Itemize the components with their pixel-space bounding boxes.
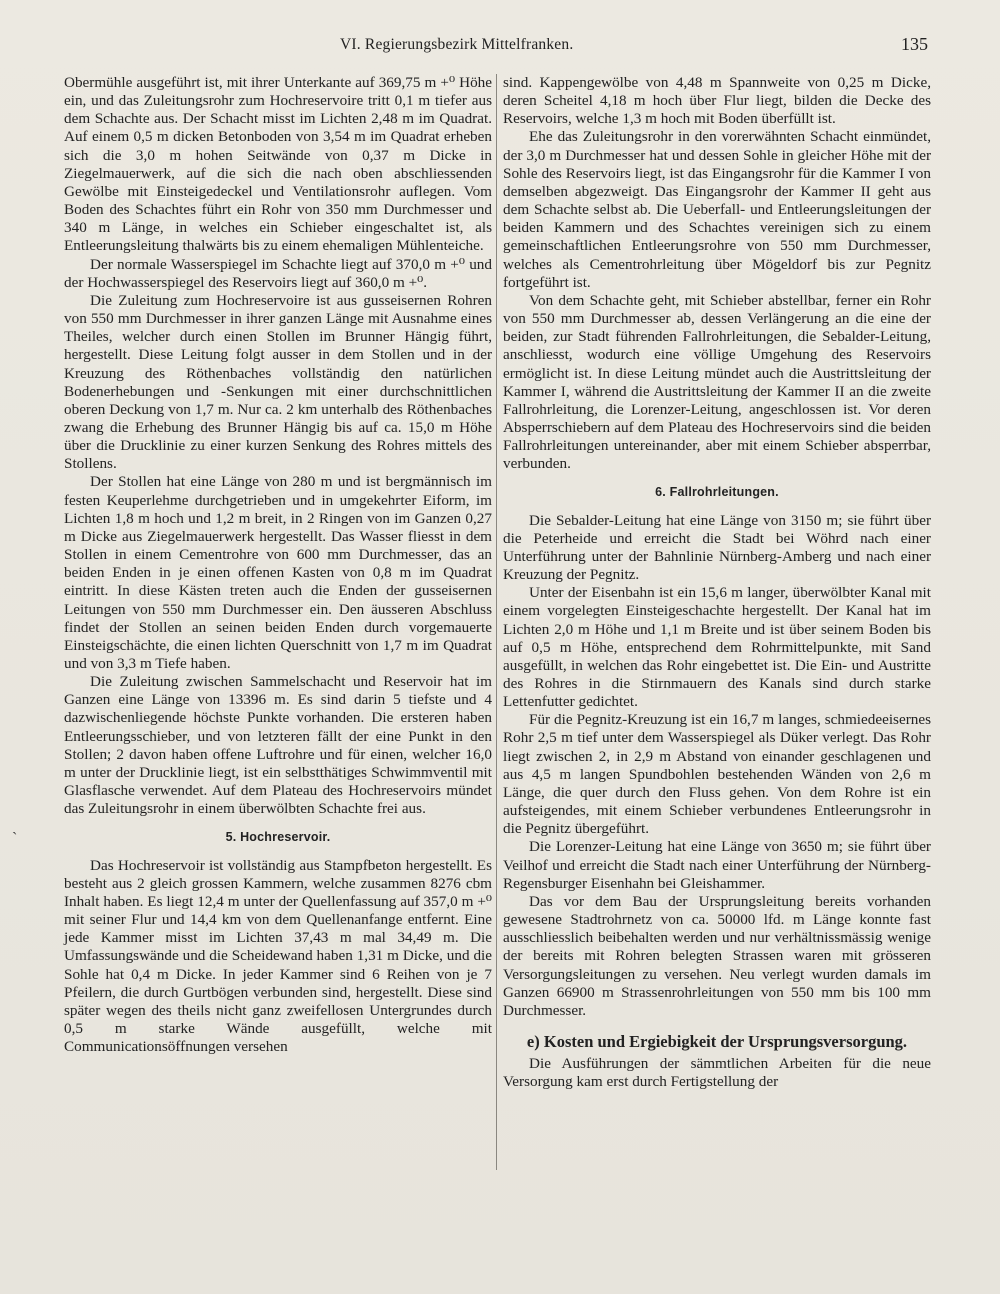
paragraph: Das vor dem Bau der Ursprungsleitung bereits vorhanden gewesene Stadtrohrnetz von ca. 50000 lfd. m Länge konnte fast ausschliesslich beibehalten werden und nur verhältnissmässig wenige der bereits mit Rohren belegten Strassen waren mit grösseren Versorgungsleitungen zu versehen. Neu verlegt wurden damals im Ganzen 66900 m Strassenrohrleitungen von 550 mm bis 100 mm Durchmesser. [503,892,931,1019]
section-heading: 6. Fallrohrleitungen. [655,485,779,500]
paragraph: Obermühle ausgeführt ist, mit ihrer Unterkante auf 369,75 m +⁰ Höhe ein, und das Zuleitungsrohr zum Hochreservoire tritt 0,1 m tiefer aus dem Schachte aus. Der Schacht misst im Lichten 2,48 m im Quadrat. Auf einem 0,5 m dicken Betonboden von 3,54 m im Quadrat erheben sich die 3,0 m hohen Seitwände von 0,37 m Dicke in Ziegelmauerwerk, auf die sich die nach oben abschliessenden Gewölbe mit Einsteigedeckel und Ventilationsrohr auflegen. Vom Boden des Schachtes führt ein Rohr von 350 mm Durchmesser und 340 m Länge, in welches ein Schieber eingeschaltet ist, als Entleerungsleitung thalwärts bis zu einem ehemaligen Mühlenteiche. [64,74,492,255]
right-column [503,74,931,1091]
page-number: 135 [901,34,928,54]
paragraph: Die Sebalder-Leitung hat eine Länge von 3150 m; sie führt über die Peterheide und erreicht die Stadt bei Wöhrd nach einer Unterführung unter der Bahnlinie Nürnberg-Amberg und nach einer Kreuzung der Pegnitz. [503,511,931,584]
paragraph: Der normale Wasserspiegel im Schachte liegt auf 370,0 m +⁰ und der Hochwasserspiegel des Reservoirs liegt auf 360,0 m +⁰. [64,255,492,291]
paragraph: Ehe das Zuleitungsrohr in den vorerwähnten Schacht einmündet, der 3,0 m Durchmesser hat und dessen Sohle in gleicher Höhe mit der Sohle des Reservoirs liegt, ist das Eingangsrohr für die Kammer I von demselben abgezweigt. Das Eingangsrohr der Kammer II geht aus dem Schachte selbst ab. Die Ueberfall- und Entleerungsleitungen der beiden Kammern und des Schachtes vereinigen sich zu einem gemeinschaftlichen Entleerungsrohre von 550 mm Durchmesser, welches als Cementrohrleitung über Mögeldorf bis zur Pegnitz fortgeführt ist. [503,128,931,291]
running-header [60,36,928,58]
paragraph: Die Lorenzer-Leitung hat eine Länge von 3650 m; sie führt über Veilhof und erreicht die Stadt nach einer Unterführung der Nürnberg-Regensburger Eisenhahn bei Gleishammer. [503,838,931,892]
left-column [64,74,492,1056]
paragraph: Der Stollen hat eine Länge von 280 m und ist bergmännisch im festen Keuperlehme durchgetrieben und in umgekehrter Eiform, im Lichten 1,8 m hoch und 1,2 m breit, in 2 Ringen von im Ganzen 0,27 m Dicke aus Ziegelmauerwerk hergestellt. Das Wasser fliesst in dem Stollen in einem Cementrohre von 600 mm Durchmesser, das an beiden Enden in je einen offenen Kasten von 0,8 m im Quadrat eintritt. In diese Kästen treten auch die Enden der gusseisernen Leitungen von 550 mm Durchmesser ein. Den äusseren Abschluss findet der Stollen an seinen beiden Enden durch vorgemauerte Einsteigschächte, die einen lichten Querschnitt von 1,7 m im Quadrat und von 3,3 m Tiefe haben. [64,473,492,672]
margin-mark: ` [12,830,18,847]
paragraph: Unter der Eisenbahn ist ein 15,6 m langer, überwölbter Kanal mit einem vorgelegten Einsteigeschachte hergestellt. Der Kanal hat im Lichten 2,0 m Höhe und 1,1 m Breite und ist über seinem Boden bis auf 0,5 m Höhe, entsprechend dem Rohrmittelpunkte, mit Sand ausgefüllt, in welchen das Rohr eingebettet ist. Die Ein- und Austritte des Rohres in die Stirnmauern des Kanals sind durch starke Lettenfutter gedichtet. [503,584,931,711]
paragraph: Von dem Schachte geht, mit Schieber abstellbar, ferner ein Rohr von 550 mm Durchmesser ab, dessen Verlängerung an die eine der beiden, zur Stadt führenden Fallrohrleitungen, die Sebalder-Leitung, anschliesst, wodurch eine völlige Umgehung des Reservoirs ermöglicht ist. In diese Leitung mündet auch die Austrittsleitung der Kammer I, während die Austrittsleitung der Kammer II an die zweite Fallrohrleitung, die Lorenzer-Leitung, angeschlossen ist. Vor deren Absperrschiebern auf dem Plateau des Hochreservoirs sind die beiden Fallrohrleitungen untereinander, aber mit einem Schieber absperrbar, verbunden. [503,291,931,473]
paragraph: Die Zuleitung zum Hochreservoire ist aus gusseisernen Rohren von 550 mm Durchmesser in ihrer ganzen Länge mit Ausnahme eines Theiles, welcher durch einen Stollen im Brunner Hängig führt, hergestellt. Diese Leitung folgt ausser in dem Stollen und in der Kreuzung des Röthenbaches vollständig den natürlichen Bodenerhebungen und -Senkungen mit einer durchschnittlichen oberen Deckung von 1,7 m. Nur ca. 2 km unterhalb des Röthenbaches zwang die Erhebung des Brunner Hängig bis auf ca. 15,0 m Höhe über die Drucklinie zu einer kurzen Senkung des Rohres mittels des Stollens. [64,291,492,473]
paragraph: sind. Kappengewölbe von 4,48 m Spannweite von 0,25 m Dicke, deren Scheitel 4,18 m hoch über Flur liegt, bilden die Decke des Reservoirs, welche 1,3 m hoch mit Boden überfüllt ist. [503,74,931,128]
column-divider [496,74,497,1170]
paragraph: Die Ausführungen der sämmtlichen Arbeiten für die neue Versorgung kam erst durch Fertigstellung der [503,1054,931,1091]
paragraph: Das Hochreservoir ist vollständig aus Stampfbeton hergestellt. Es besteht aus 2 gleich grossen Kammern, welche zusammen 8276 cbm Inhalt haben. Es liegt 12,4 m unter der Quellenfassung auf 357,0 m +⁰ mit seiner Flur und 14,4 km von dem Quellenanfange entfernt. Eine jede Kammer misst im Lichten 37,43 m mal 34,49 m. Die Umfassungswände und die Scheidewand haben 1,31 m Dicke, und die Sohle hat 0,4 m Dicke. In jeder Kammer sind 6 Reihen von je 7 Pfeilern, die durch Gurtbögen verbunden sind, hergestellt. Diese sind später wegen des theils nicht ganz zweifellosen Untergrundes durch 0,5 m starke Wände ausgefüllt, welche mit Communicationsöffnungen versehen [64,856,492,1056]
running-title: VI. Regierungsbezirk Mittelfranken. [340,36,574,53]
section-heading: e) Kosten und Ergiebigkeit der Ursprungsversorgung. [526,1031,908,1051]
paragraph: Die Zuleitung zwischen Sammelschacht und Reservoir hat im Ganzen eine Länge von 13396 m. Es sind darin 5 tiefste und 4 dazwischenliegende höchste Punkte vorhanden. Die ersteren haben Entleerungsschieber, und von letzteren fällt der eine Punkt in den Stollen; 2 davon haben offene Luftrohre und für einen, welcher 16,0 m unter der Drucklinie liegt, ist ein selbstthätiges Schwimmventil mit Glasflasche verwendet. Auf dem Plateau des Hochreservoirs mündet das Zuleitungsrohr in einem überwölbten Schachte frei aus. [64,673,492,818]
paragraph: Für die Pegnitz-Kreuzung ist ein 16,7 m langes, schmiedeeisernes Rohr 2,5 m tief unter dem Wasserspiegel als Düker verlegt. Das Rohr liegt zwischen 2, in 2,9 m Abstand von einander geschlagenen und aus 4,5 m langen Spundbohlen bestehenden Wänden von 2,6 m Länge, die quer durch den Fluss gehen. Von dem Rohre ist ein aufsteigendes, mit einem Schieber verbundenes Entleerungsrohr in die Pegnitz übergeführt. [503,711,931,838]
section-heading: 5. Hochreservoir. [225,830,331,845]
